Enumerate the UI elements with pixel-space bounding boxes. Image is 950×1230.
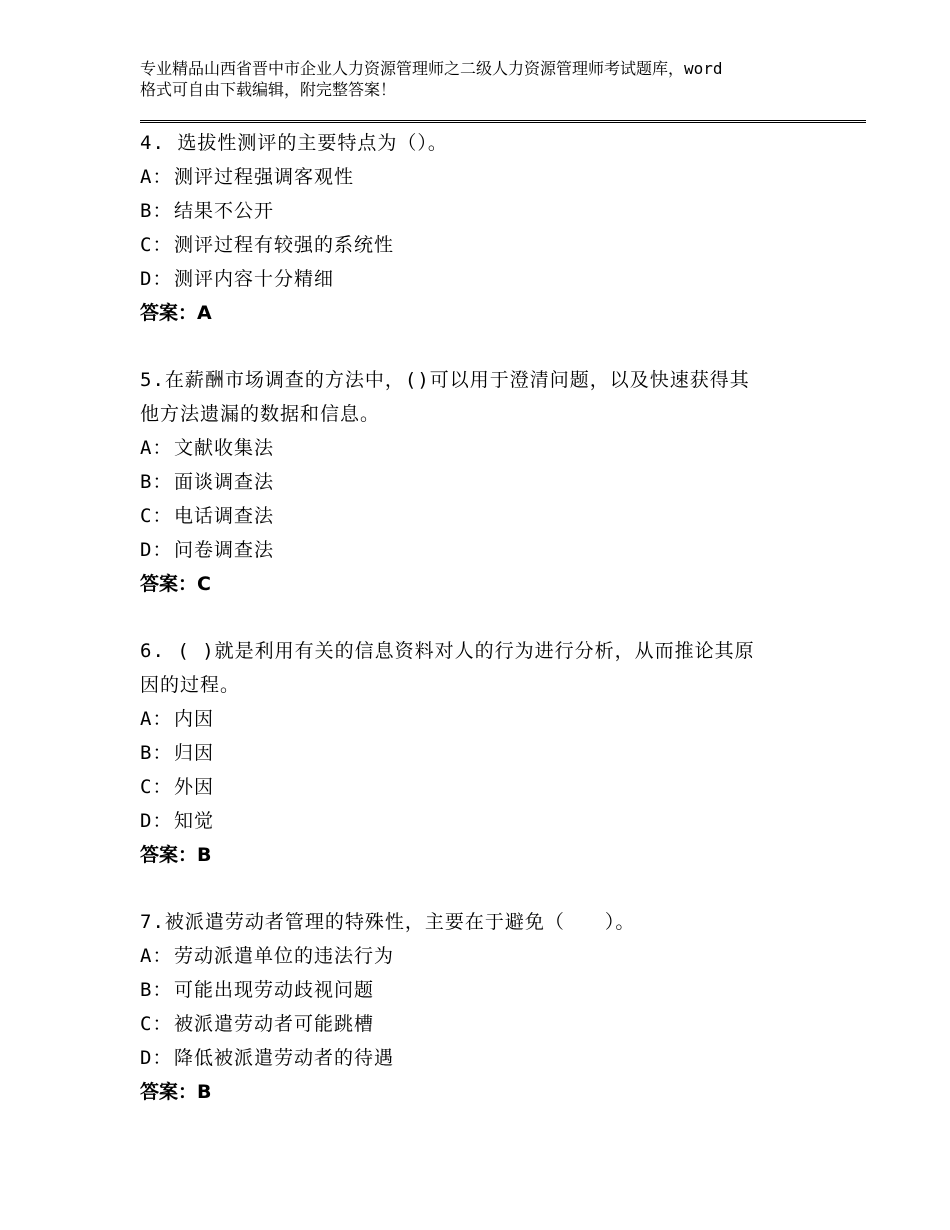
option-text: 文献收集法 (174, 437, 275, 459)
option-a (140, 160, 840, 194)
option-key: A： (140, 437, 173, 459)
document-header (140, 58, 840, 100)
option-text: 测评过程有较强的系统性 (174, 234, 395, 256)
option-text: 内因 (174, 708, 215, 730)
option-key: C： (140, 234, 173, 256)
option-c (140, 770, 840, 804)
option-key: D： (140, 1047, 173, 1069)
stem-line: 5.在薪酬市场调查的方法中，()可以用于澄清问题，以及快速获得其 (140, 369, 750, 391)
question-stem (140, 634, 840, 702)
header-line-1: 专业精品山西省晋中市企业人力资源管理师之二级人力资源管理师考试题库，word (140, 59, 723, 78)
option-key: C： (140, 505, 173, 527)
option-list (140, 939, 840, 1075)
option-text: 问卷调查法 (174, 539, 275, 561)
question-4 (140, 126, 840, 330)
option-text: 面谈调查法 (174, 471, 275, 493)
option-d (140, 262, 840, 296)
option-text: 知觉 (174, 810, 215, 832)
option-key: C： (140, 776, 173, 798)
option-text: 降低被派遣劳动者的待遇 (174, 1047, 395, 1069)
option-d (140, 1041, 840, 1075)
stem-line: 因的过程。 (140, 674, 241, 696)
option-text: 归因 (174, 742, 215, 764)
option-c (140, 499, 840, 533)
option-list (140, 702, 840, 838)
option-c (140, 1007, 840, 1041)
answer-label: 答案：C (140, 573, 211, 595)
option-text: 被派遣劳动者可能跳槽 (174, 1013, 375, 1035)
question-5 (140, 363, 840, 601)
option-text: 结果不公开 (174, 200, 275, 222)
header-divider (140, 120, 866, 123)
option-b (140, 194, 840, 228)
option-key: A： (140, 945, 173, 967)
option-b (140, 973, 840, 1007)
option-b (140, 465, 840, 499)
option-key: B： (140, 471, 173, 493)
answer-label: 答案：B (140, 1081, 212, 1103)
option-d (140, 804, 840, 838)
option-key: B： (140, 200, 173, 222)
option-text: 劳动派遣单位的违法行为 (174, 945, 395, 967)
option-text: 外因 (174, 776, 215, 798)
option-key: C： (140, 1013, 173, 1035)
answer-label: 答案：B (140, 844, 212, 866)
option-key: A： (140, 708, 173, 730)
option-d (140, 533, 840, 567)
stem-line: 6. ( )就是利用有关的信息资料对人的行为进行分析，从而推论其原 (140, 640, 755, 662)
option-text: 可能出现劳动歧视问题 (174, 979, 375, 1001)
stem-line: 7.被派遣劳动者管理的特殊性，主要在于避免（ ）。 (140, 911, 636, 933)
question-6 (140, 634, 840, 872)
option-text: 测评过程强调客观性 (174, 166, 355, 188)
option-a (140, 431, 840, 465)
header-line-2: 格式可自由下载编辑，附完整答案！ (140, 80, 397, 99)
stem-line: 他方法遗漏的数据和信息。 (140, 403, 381, 425)
option-c (140, 228, 840, 262)
option-list (140, 431, 840, 567)
question-stem (140, 126, 840, 160)
answer-label: 答案：A (140, 302, 212, 324)
stem-line: 4. 选拔性测评的主要特点为（）。 (140, 132, 448, 154)
option-a (140, 702, 840, 736)
option-key: D： (140, 539, 173, 561)
option-list (140, 160, 840, 296)
option-key: A： (140, 166, 173, 188)
question-stem (140, 905, 840, 939)
option-key: B： (140, 742, 173, 764)
option-key: D： (140, 268, 173, 290)
option-text: 电话调查法 (174, 505, 275, 527)
question-7 (140, 905, 840, 1109)
option-key: D： (140, 810, 173, 832)
option-key: B： (140, 979, 173, 1001)
question-list (140, 126, 840, 1142)
option-b (140, 736, 840, 770)
question-stem (140, 363, 840, 431)
option-a (140, 939, 840, 973)
option-text: 测评内容十分精细 (174, 268, 335, 290)
